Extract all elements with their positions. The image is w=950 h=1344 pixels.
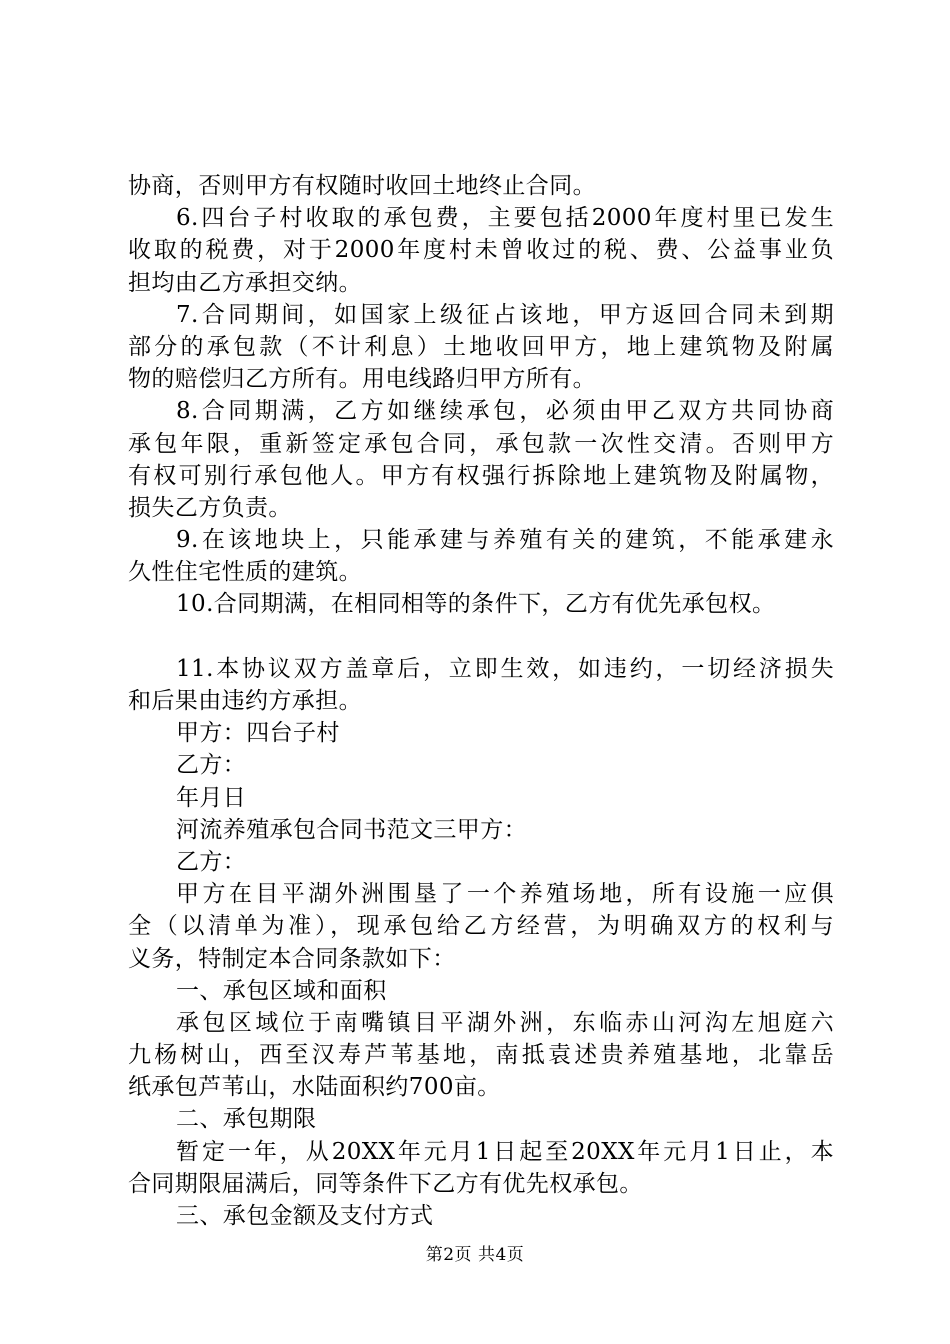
text-line: 担均由乙方承担交纳。 xyxy=(128,269,362,296)
page-number-footer: 第2页 共4页 xyxy=(425,1245,525,1265)
text-line: 年月日 xyxy=(176,784,247,811)
text-line: 义务，特制定本合同条款如下： xyxy=(128,945,456,972)
text-line: 甲方：四台子村 xyxy=(176,720,340,747)
text-line: 乙方： xyxy=(176,752,247,779)
text-line: 全（以清单为准），现承包给乙方经营，为明确双方的权利与 xyxy=(128,913,834,940)
text-line: 一、承包区域和面积 xyxy=(176,977,387,1004)
text-line: 物的赔偿归乙方所有。用电线路归甲方所有。 xyxy=(128,366,596,393)
text-line: 承包年限，重新签定承包合同，承包款一次性交清。否则甲方 xyxy=(128,430,834,457)
text-line: 收取的税费，对于2000年度村未曾收过的税、费、公益事业负 xyxy=(128,237,834,264)
text-line: 9.在该地块上，只能承建与养殖有关的建筑，不能承建永 xyxy=(176,527,834,554)
text-line: 合同期限届满后，同等条件下乙方有优先权承包。 xyxy=(128,1170,643,1197)
text-line: 甲方在目平湖外洲围垦了一个养殖场地，所有设施一应俱 xyxy=(176,881,834,908)
text-line: 7.合同期间，如国家上级征占该地，甲方返回合同未到期 xyxy=(176,301,834,328)
text-line: 有权可别行承包他人。甲方有权强行拆除地上建筑物及附属物， xyxy=(128,462,834,489)
text-line: 三、承包金额及支付方式 xyxy=(176,1203,434,1229)
text-line: 10.合同期满，在相同相等的条件下，乙方有优先承包权。 xyxy=(176,591,776,618)
text-line: 河流养殖承包合同书范文三甲方： xyxy=(176,816,527,843)
text-line: 九杨树山，西至汉寿芦苇基地，南抵袁述贵养殖基地，北靠岳 xyxy=(128,1042,834,1069)
text-line: 暂定一年，从20XX年元月1日起至20XX年元月1日止，本 xyxy=(176,1138,834,1165)
document-body xyxy=(128,170,834,1232)
text-line: 久性住宅性质的建筑。 xyxy=(128,559,362,586)
paragraph-gap xyxy=(128,621,834,653)
text-line: 纸承包芦苇山，水陆面积约700亩。 xyxy=(128,1074,501,1101)
text-line: 部分的承包款（不计利息）土地收回甲方，地上建筑物及附属 xyxy=(128,333,834,360)
text-line: 6.四台子村收取的承包费，主要包括2000年度村里已发生 xyxy=(176,205,834,232)
text-line: 二、承包期限 xyxy=(176,1106,317,1133)
text-line: 损失乙方负责。 xyxy=(128,494,292,521)
text-line: 协商，否则甲方有权随时收回土地终止合同。 xyxy=(128,173,596,199)
text-line: 8.合同期满，乙方如继续承包，必须由甲乙双方共同协商 xyxy=(176,398,834,425)
text-line: 和后果由违约方承担。 xyxy=(128,688,362,714)
text-line: 乙方： xyxy=(176,848,247,875)
text-line: 承包区域位于南嘴镇目平湖外洲，东临赤山河沟左旭庭六 xyxy=(176,1009,834,1036)
text-line: 11.本协议双方盖章后，立即生效，如违约，一切经济损失 xyxy=(176,655,834,682)
